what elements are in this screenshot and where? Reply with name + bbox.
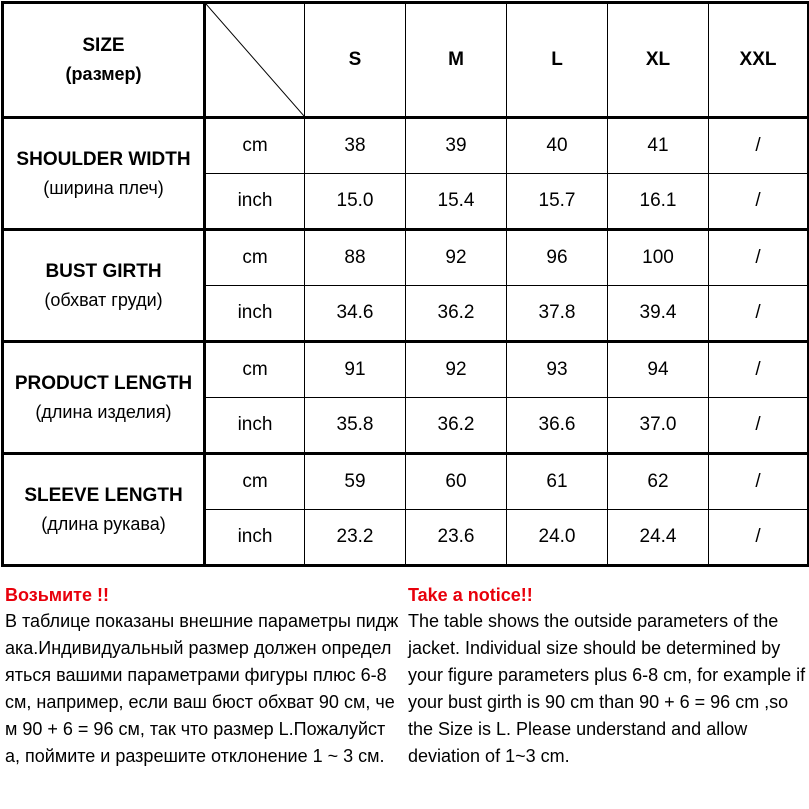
section-name: SLEEVE LENGTH <box>24 484 183 506</box>
value-cell: / <box>709 230 809 286</box>
unit-cell: cm <box>205 230 305 286</box>
value-cell: 37.8 <box>507 286 608 342</box>
value-cell: 38 <box>305 118 406 174</box>
value-cell: 92 <box>406 342 507 398</box>
size-col-l: L <box>507 3 608 118</box>
unit-cell: inch <box>205 174 305 230</box>
value-cell: 36.6 <box>507 398 608 454</box>
note-english <box>408 582 806 770</box>
section-name: SHOULDER WIDTH <box>16 148 191 170</box>
value-cell: / <box>709 342 809 398</box>
value-cell: 15.7 <box>507 174 608 230</box>
note-title-ru: Возьмите !! <box>5 585 109 605</box>
unit-cell: inch <box>205 398 305 454</box>
section-name-ru: (длина рукава) <box>41 513 166 534</box>
value-cell: 15.0 <box>305 174 406 230</box>
size-label: SIZE <box>82 35 125 56</box>
size-col-m: M <box>406 3 507 118</box>
section-name-ru: (обхват груди) <box>44 289 163 310</box>
section-name: BUST GIRTH <box>45 260 162 282</box>
value-cell: 62 <box>608 454 709 510</box>
value-cell: 35.8 <box>305 398 406 454</box>
table-row <box>3 342 809 398</box>
value-cell: 88 <box>305 230 406 286</box>
size-col-s: S <box>305 3 406 118</box>
size-col-xl: XL <box>608 3 709 118</box>
value-cell: 23.2 <box>305 510 406 566</box>
value-cell: 36.2 <box>406 398 507 454</box>
section-label-sleeve-length <box>3 454 205 566</box>
value-cell: 34.6 <box>305 286 406 342</box>
value-cell: 36.2 <box>406 286 507 342</box>
section-label-shoulder-width <box>3 118 205 230</box>
value-cell: 59 <box>305 454 406 510</box>
value-cell: 91 <box>305 342 406 398</box>
header-row <box>3 3 809 118</box>
value-cell: 39 <box>406 118 507 174</box>
note-russian <box>5 582 400 770</box>
unit-cell: inch <box>205 510 305 566</box>
unit-cell: cm <box>205 118 305 174</box>
value-cell: 24.4 <box>608 510 709 566</box>
value-cell: / <box>709 174 809 230</box>
diagonal-line <box>206 4 304 116</box>
value-cell: 39.4 <box>608 286 709 342</box>
section-label-bust-girth <box>3 230 205 342</box>
note-title-en: Take a notice!! <box>408 585 533 605</box>
value-cell: 16.1 <box>608 174 709 230</box>
notes-section <box>0 582 809 809</box>
value-cell: 24.0 <box>507 510 608 566</box>
note-body-en: The table shows the outside parameters of the jacket. Individual size should be determined by your figure parameters plus 6-8 cm, for example if your bust girth is 90 cm than 90 + 6 = 96 cm ,so the Size is L. Please understand and allow deviation of 1~3 cm. <box>408 611 806 766</box>
size-col-xxl: XXL <box>709 3 809 118</box>
value-cell: / <box>709 118 809 174</box>
value-cell: / <box>709 454 809 510</box>
unit-cell: inch <box>205 286 305 342</box>
section-name: PRODUCT LENGTH <box>14 372 193 394</box>
diagonal-corner-cell <box>205 3 305 118</box>
size-header-cell <box>3 3 205 118</box>
table-row <box>3 118 809 174</box>
section-name-ru: (ширина плеч) <box>43 177 164 198</box>
size-chart-table <box>1 1 809 567</box>
value-cell: 61 <box>507 454 608 510</box>
value-cell: 94 <box>608 342 709 398</box>
note-body-ru: В таблице показаны внешние параметры пиджака.Индивидуальный размер должен определяться вашими параметрами фигуры плюс 6-8 см, например, если ваш бюст обхват 90 см, чем 90 + 6 = 96 см, так что размер L.Пожалуйста, поймите и разрешите отклонение 1 ~ 3 см. <box>5 611 399 766</box>
value-cell: 93 <box>507 342 608 398</box>
value-cell: 40 <box>507 118 608 174</box>
value-cell: 60 <box>406 454 507 510</box>
unit-cell: cm <box>205 342 305 398</box>
size-label-ru: (размер) <box>65 64 142 84</box>
value-cell: / <box>709 398 809 454</box>
value-cell: / <box>709 510 809 566</box>
unit-cell: cm <box>205 454 305 510</box>
section-name-ru: (длина изделия) <box>35 401 172 422</box>
value-cell: 100 <box>608 230 709 286</box>
value-cell: 23.6 <box>406 510 507 566</box>
value-cell: / <box>709 286 809 342</box>
table-row <box>3 230 809 286</box>
value-cell: 41 <box>608 118 709 174</box>
value-cell: 92 <box>406 230 507 286</box>
value-cell: 15.4 <box>406 174 507 230</box>
table-row <box>3 454 809 510</box>
section-label-product-length <box>3 342 205 454</box>
value-cell: 96 <box>507 230 608 286</box>
value-cell: 37.0 <box>608 398 709 454</box>
